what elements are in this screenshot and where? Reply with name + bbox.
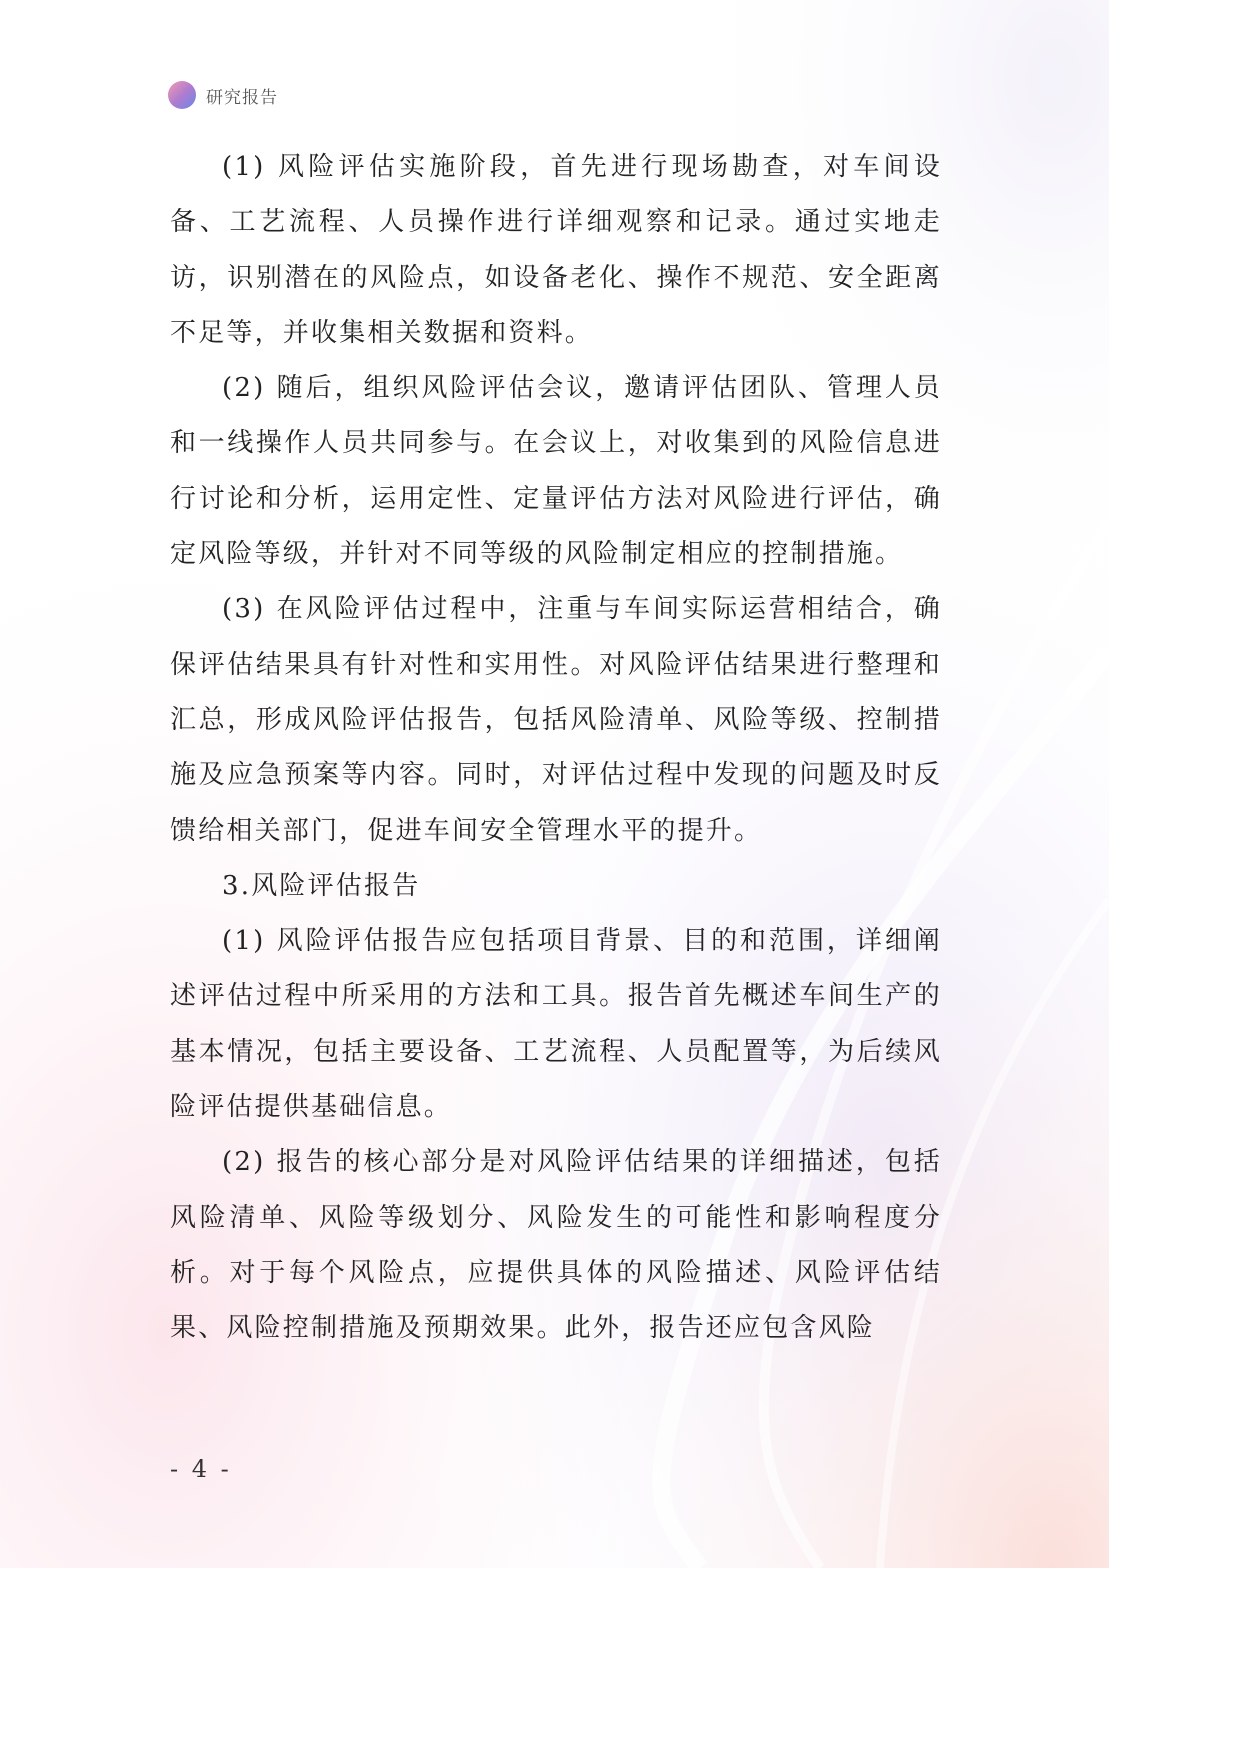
paragraph-1: (1) 风险评估实施阶段，首先进行现场勘查，对车间设备、工艺流程、人员操作进行详细观察和记录。通过实地走访，识别潜在的风险点，如设备老化、操作不规范、安全距离不足等，并收集相关数据和资料。 xyxy=(170,152,942,348)
page-number: - 4 - xyxy=(170,1455,232,1483)
document-body xyxy=(170,140,942,1357)
header-title: 研究报告 xyxy=(206,87,278,108)
section-heading: 3.风险评估报告 xyxy=(222,870,421,901)
paragraph-2: (2) 随后，组织风险评估会议，邀请评估团队、管理人员和一线操作人员共同参与。在会议上，对收集到的风险信息进行讨论和分析，运用定性、定量评估方法对风险进行评估，确定风险等级，并针对不同等级的风险制定相应的控制措施。 xyxy=(170,373,942,570)
page-header xyxy=(168,80,278,110)
logo-icon xyxy=(168,81,196,109)
section-paragraph-1: (1) 风险评估报告应包括项目背景、目的和范围，详细阐述评估过程中所采用的方法和工具。报告首先概述车间生产的基本情况，包括主要设备、工艺流程、人员配置等，为后续风险评估提供基础信息。 xyxy=(170,926,942,1123)
section-paragraph-2: (2) 报告的核心部分是对风险评估结果的详细描述，包括风险清单、风险等级划分、风险发生的可能性和影响程度分析。对于每个风险点，应提供具体的风险描述、风险评估结果、风险控制措施及预期效果。此外，报告还应包含风险 xyxy=(170,1147,942,1344)
paragraph-3: (3) 在风险评估过程中，注重与车间实际运营相结合，确保评估结果具有针对性和实用性。对风险评估结果进行整理和汇总，形成风险评估报告，包括风险清单、风险等级、控制措施及应急预案等内容。同时，对评估过程中发现的问题及时反馈给相关部门，促进车间安全管理水平的提升。 xyxy=(170,594,942,846)
